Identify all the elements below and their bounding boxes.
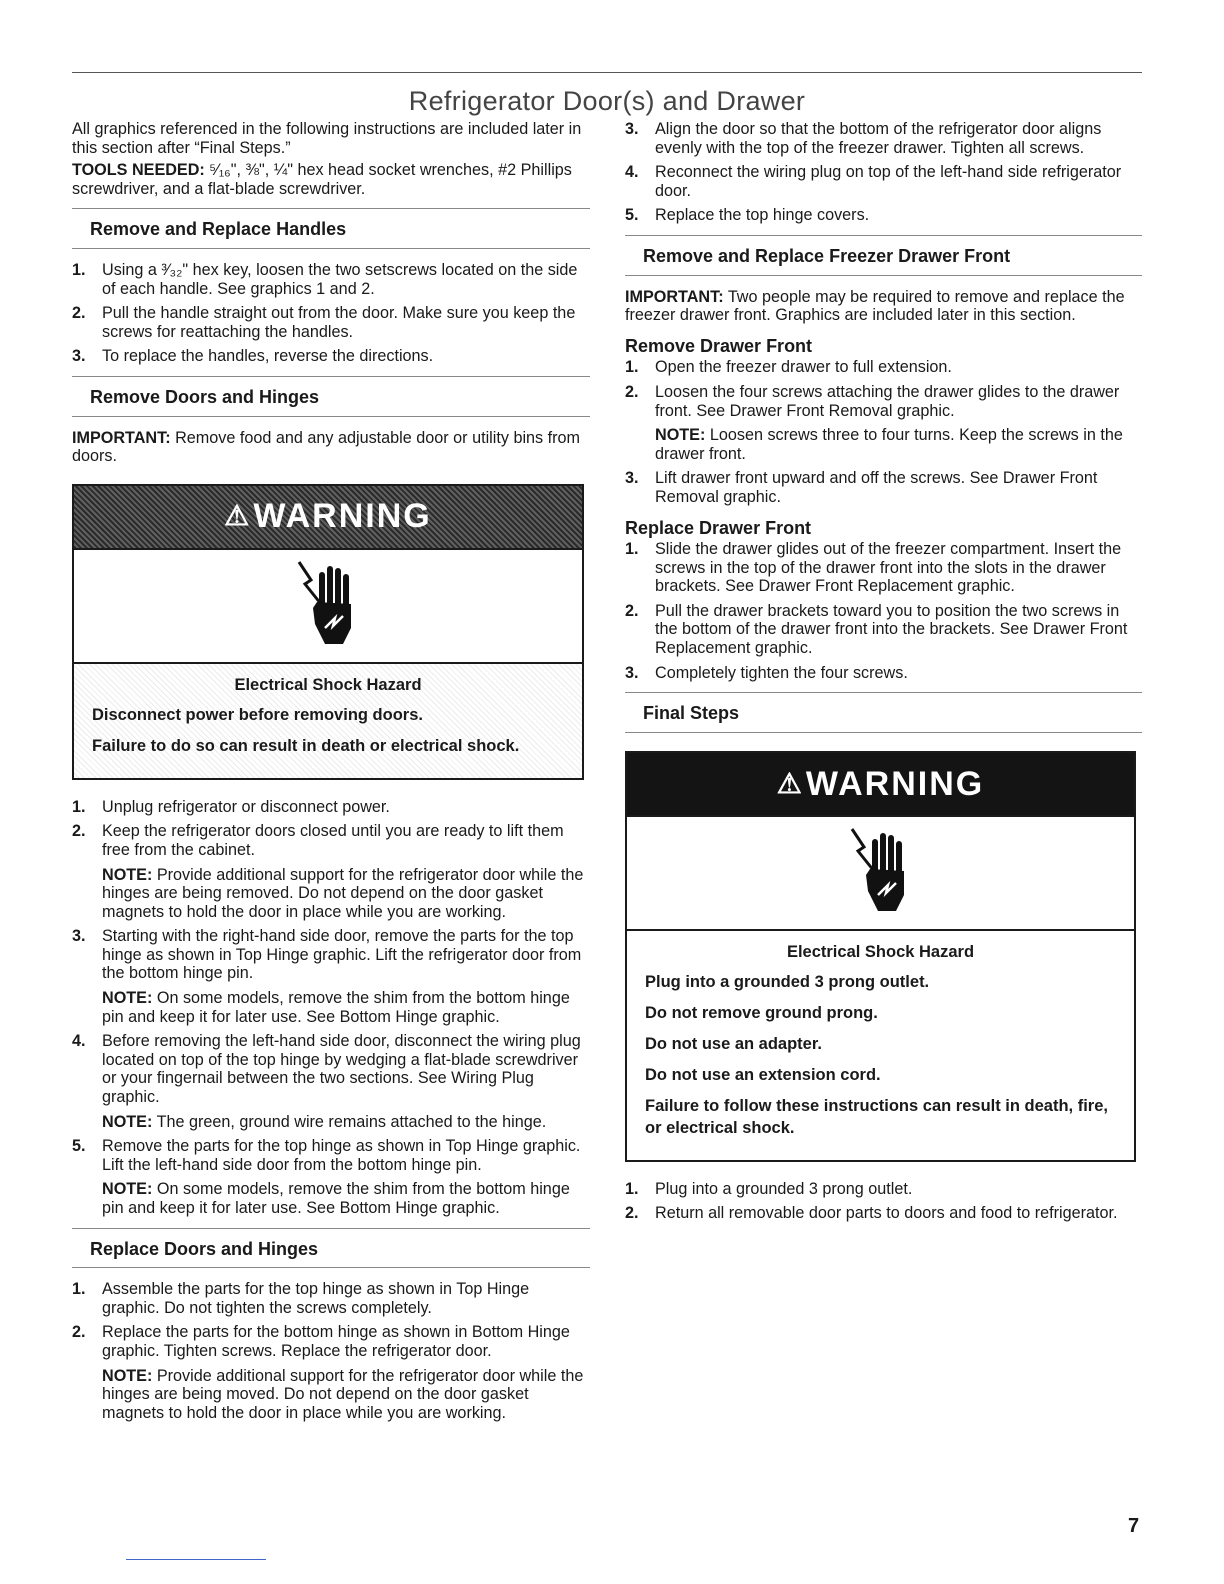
step-text: Assemble the parts for the top hinge as shown in Top Hinge graphic. Do not tighten the screws completely. [102, 1280, 530, 1317]
note [102, 989, 590, 1026]
list-item [72, 261, 590, 298]
shock-hazard-icon [627, 815, 1134, 931]
list-item [72, 1323, 590, 1422]
important-label: IMPORTANT: [72, 428, 171, 447]
step-text: Align the door so that the bottom of the refrigerator door aligns evenly with the top of the freezer drawer. Tighten all screws. [655, 120, 1102, 157]
list-item [625, 206, 1142, 225]
step-number: 1. [625, 1179, 639, 1198]
warning-banner-text: WARNING [805, 764, 985, 803]
warning-line: Do not use an extension cord. [645, 1065, 881, 1084]
step-number: 2. [72, 822, 86, 841]
remove-doors-steps [72, 798, 590, 1218]
step-number: 5. [625, 206, 639, 225]
warning-triangle-icon: ⚠ [224, 500, 252, 532]
note-text: On some models, remove the shim from the bottom hinge pin and keep it for later use. See Bottom Hinge graphic. [102, 1180, 570, 1217]
warning-banner-text: WARNING [253, 497, 432, 536]
warning-line: Disconnect power before removing doors. [92, 705, 423, 724]
replace-doors-steps [72, 1280, 590, 1422]
step-text: To replace the handles, reverse the directions. [102, 347, 434, 366]
note-text: On some models, remove the shim from the bottom hinge pin and keep it for later use. See Bottom Hinge graphic. [102, 989, 570, 1026]
section-heading-handles: Remove and Replace Handles [72, 208, 590, 249]
list-item [625, 664, 1142, 683]
step-number: 3. [625, 663, 639, 682]
note [102, 1180, 590, 1217]
list-item [625, 358, 1142, 377]
section-heading-replace-doors: Replace Doors and Hinges [72, 1228, 590, 1269]
footer-line [126, 1559, 266, 1560]
step-text: Unplug refrigerator or disconnect power. [102, 797, 390, 816]
list-item [72, 927, 590, 1026]
step-number: 2. [625, 382, 639, 401]
replace-doors-steps-continued [625, 120, 1142, 225]
list-item [72, 1032, 590, 1131]
step-number: 2. [72, 1323, 86, 1342]
step-text: Replace the parts for the bottom hinge as shown in Bottom Hinge graphic. Tighten screws. Replace the refrigerator door. [102, 1323, 570, 1360]
warning-line: Plug into a grounded 3 prong outlet. [645, 972, 930, 991]
tools-text: ⁵⁄₁₆", ⅜", ¼" hex head socket wrenches, #2 Phillips screwdriver, and a flat-blade screwdriver. [72, 161, 572, 198]
warning-messages [74, 664, 582, 778]
warning-banner [627, 753, 1134, 815]
list-item [625, 602, 1142, 658]
step-text: Plug into a grounded 3 prong outlet. [655, 1179, 913, 1198]
step-text: Open the freezer drawer to full extension. [655, 358, 952, 377]
list-item [625, 1180, 1142, 1199]
tools-needed [72, 161, 590, 198]
note [102, 1367, 590, 1423]
note-text: Provide additional support for the refrigerator door while the hinges are being moved. Do not depend on the door gasket magnets to hold the door in place while you are working. [102, 1366, 584, 1422]
warning-banner [74, 486, 582, 548]
step-number: 4. [72, 1032, 86, 1051]
warning-box-final [625, 751, 1136, 1162]
list-item [72, 1280, 590, 1317]
step-number: 3. [625, 469, 639, 488]
note-label: NOTE: [102, 1180, 153, 1199]
note-label: NOTE: [102, 989, 153, 1008]
note-label: NOTE: [102, 1366, 153, 1385]
replace-drawer-steps [625, 540, 1142, 682]
step-text: Completely tighten the four screws. [655, 663, 908, 682]
step-text: Before removing the left-hand side door, disconnect the wiring plug located on top of the top hinge by wedging a flat-blade screwdriver or your fingernail between the two sections. See Wiring Plug graphic. [102, 1032, 581, 1107]
page-title: Refrigerator Door(s) and Drawer [408, 86, 806, 116]
step-text: Starting with the right-hand side door, remove the parts for the top hinge as shown in Top Hinge graphic. Lift the refrigerator door from the bottom hinge pin. [102, 927, 582, 983]
section-heading-final-steps: Final Steps [625, 692, 1142, 733]
final-steps [625, 1180, 1142, 1223]
warning-line: Failure to follow these instructions can result in death, fire, or electrical shock. [645, 1096, 1108, 1137]
step-number: 3. [625, 120, 639, 138]
shock-hand-icon [295, 558, 361, 654]
note-label: NOTE: [102, 1112, 153, 1131]
warning-messages [627, 931, 1134, 1160]
list-item [72, 1137, 590, 1217]
page-number: 7 [1128, 1515, 1140, 1537]
step-text: Reconnect the wiring plug on top of the left-hand side refrigerator door. [655, 163, 1122, 200]
left-column [72, 120, 590, 1428]
step-number: 3. [72, 347, 86, 366]
step-text: Replace the top hinge covers. [655, 206, 870, 225]
step-number: 1. [72, 260, 86, 279]
warning-box-doors [72, 484, 584, 780]
note-text: The green, ground wire remains attached to the hinge. [152, 1112, 547, 1131]
section-heading-remove-doors: Remove Doors and Hinges [72, 376, 590, 417]
important-text: Remove food and any adjustable door or utility bins from doors. [72, 428, 581, 466]
list-item [625, 1204, 1142, 1223]
list-item [72, 347, 590, 366]
step-number: 2. [625, 1204, 639, 1223]
right-column [625, 120, 1142, 1229]
note [102, 866, 590, 922]
list-item [625, 383, 1142, 463]
step-number: 3. [72, 927, 86, 946]
section-heading-freezer: Remove and Replace Freezer Drawer Front [625, 235, 1142, 276]
list-item [625, 469, 1142, 506]
handles-steps [72, 261, 590, 366]
important-note [72, 429, 590, 466]
warning-triangle-icon: ⚠ [776, 767, 804, 799]
warning-hazard-title: Electrical Shock Hazard [234, 675, 422, 694]
step-text: Remove the parts for the top hinge as shown in Top Hinge graphic. Lift the left-hand side door from the bottom hinge pin. [102, 1137, 581, 1174]
warning-line: Do not use an adapter. [645, 1034, 822, 1053]
step-text: Slide the drawer glides out of the freezer compartment. Insert the screws in the top of the drawer front into the slots in the drawer brackets. See Drawer Front Replacement graphic. [655, 540, 1122, 596]
important-text: Two people may be required to remove and replace the freezer drawer front. Graphics are included later in this section. [625, 287, 1125, 325]
step-text: Pull the handle straight out from the door. Make sure you keep the screws for reattaching the handles. [102, 304, 576, 341]
list-item [72, 304, 590, 341]
step-number: 4. [625, 163, 639, 182]
step-number: 1. [72, 1280, 86, 1299]
step-number: 5. [72, 1137, 86, 1156]
step-text: Loosen the four screws attaching the drawer glides to the drawer front. See Drawer Front Removal graphic. [655, 382, 1120, 420]
list-item [625, 540, 1142, 596]
list-item [625, 120, 1142, 157]
important-note [625, 288, 1142, 325]
remove-drawer-steps [625, 358, 1142, 506]
shock-hand-icon [848, 825, 914, 921]
step-text: Using a ³⁄₃₂" hex key, loosen the two setscrews located on the side of each handle. See graphics 1 and 2. [102, 260, 578, 298]
note-text: Loosen screws three to four turns. Keep the screws in the drawer front. [655, 426, 1123, 463]
list-item [72, 822, 590, 921]
note-label: NOTE: [102, 865, 153, 884]
list-item [625, 163, 1142, 200]
step-number: 1. [625, 540, 639, 559]
step-number: 2. [625, 601, 639, 620]
important-label: IMPORTANT: [625, 287, 724, 306]
warning-hazard-title: Electrical Shock Hazard [786, 942, 975, 961]
step-number: 2. [72, 304, 86, 323]
intro-text: All graphics referenced in the following instructions are included later in this section after “Final Steps.” [72, 120, 582, 157]
note-text: Provide additional support for the refrigerator door while the hinges are being removed. Do not depend on the door gasket magnets to hold the door in place while you are working. [102, 865, 584, 921]
step-text: Pull the drawer brackets toward you to position the two screws in the bottom of the drawer front into the brackets. See Drawer Front Replacement graphic. [655, 601, 1128, 658]
step-text: Lift drawer front upward and off the screws. See Drawer Front Removal graphic. [655, 469, 1098, 506]
step-number: 1. [625, 358, 639, 377]
note [655, 426, 1142, 463]
step-text: Return all removable door parts to doors and food to refrigerator. [655, 1204, 1118, 1223]
subheading-remove-drawer: Remove Drawer Front [625, 335, 813, 356]
list-item [72, 798, 590, 817]
warning-line: Failure to do so can result in death or electrical shock. [92, 736, 520, 755]
tools-label: TOOLS NEEDED: [72, 161, 205, 180]
step-number: 1. [72, 797, 86, 816]
shock-hazard-icon [74, 548, 582, 664]
warning-line: Do not remove ground prong. [645, 1003, 878, 1022]
subheading-replace-drawer: Replace Drawer Front [625, 517, 812, 538]
step-text: Keep the refrigerator doors closed until you are ready to lift them free from the cabinet. [102, 822, 564, 859]
note-label: NOTE: [655, 426, 706, 445]
note [102, 1113, 590, 1132]
top-rule [72, 72, 1142, 73]
